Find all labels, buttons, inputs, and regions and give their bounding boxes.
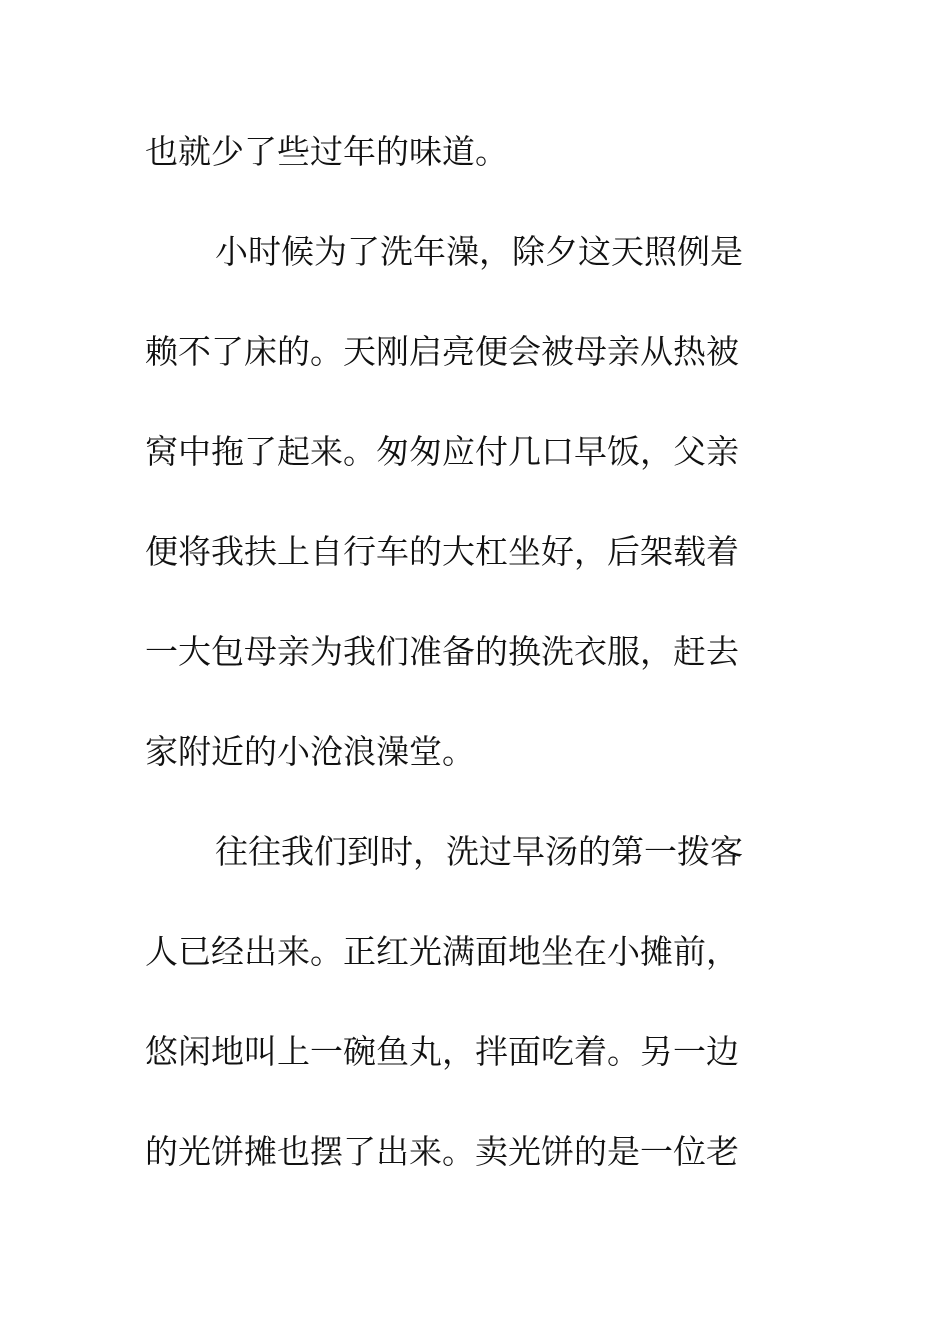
text-line: 悠闲地叫上一碗鱼丸，拌面吃着。另一边 (145, 1032, 739, 1071)
text-line: 的光饼摊也摆了出来。卖光饼的是一位老 (145, 1132, 739, 1171)
text-line: 赖不了床的。天刚启亮便会被母亲从热被 (145, 332, 739, 371)
text-line: 家附近的小沧浪澡堂。 (145, 732, 475, 771)
text-line: 窝中拖了起来。匆匆应付几口早饭，父亲 (145, 432, 739, 471)
text-line: 也就少了些过年的味道。 (145, 132, 508, 171)
text-line: 人已经出来。正红光满面地坐在小摊前， (145, 932, 739, 971)
text-line: 便将我扶上自行车的大杠坐好，后架载着 (145, 532, 739, 571)
paragraph-start-line: 往往我们到时，洗过早汤的第一拨客 (215, 832, 743, 871)
paragraph-start-line: 小时候为了洗年澡，除夕这天照例是 (215, 232, 743, 271)
text-line: 一大包母亲为我们准备的换洗衣服，赶去 (145, 632, 739, 671)
